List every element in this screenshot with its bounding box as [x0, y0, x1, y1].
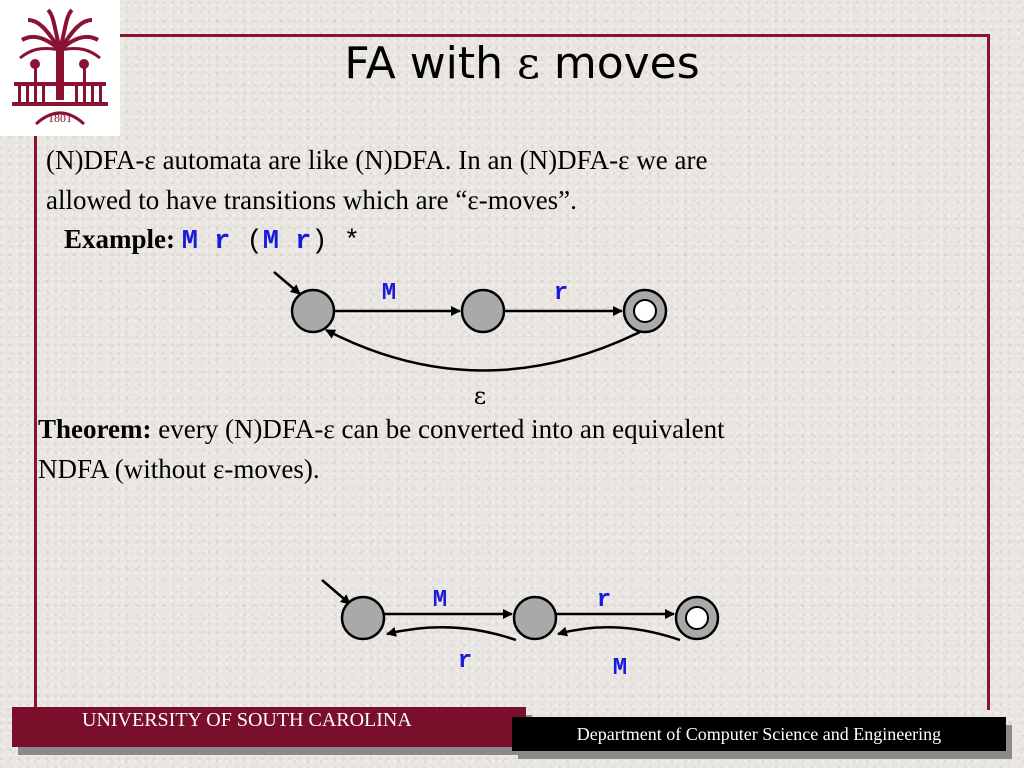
label-r: r	[553, 280, 569, 307]
state-start	[292, 290, 334, 332]
example-expr-2: M r	[262, 227, 312, 257]
label-epsilon: ε	[473, 382, 487, 410]
label-r-bottom: r	[457, 648, 473, 675]
title-suffix: moves	[539, 38, 700, 89]
example-paren-close: ) *	[311, 227, 360, 257]
example-expr-1: M r	[181, 227, 231, 257]
label-r-top: r	[596, 587, 612, 614]
title-epsilon: ε	[517, 38, 540, 89]
state-middle	[462, 290, 504, 332]
footer-left-bar: UNIVERSITY OF SOUTH CAROLINA	[12, 707, 526, 747]
state-middle-2	[514, 597, 556, 639]
start-arrow	[274, 272, 300, 294]
theorem-label: Theorem:	[38, 414, 152, 444]
footer-university	[12, 707, 526, 749]
state-accept-inner	[634, 300, 656, 322]
theorem-line-2: NDFA (without ε-moves).	[38, 454, 320, 484]
start-arrow-2	[322, 580, 350, 604]
intro-line-2: allowed to have transitions which are “ε-moves”.	[46, 185, 577, 215]
transition-r-back	[387, 627, 516, 640]
example-label: Example:	[64, 224, 175, 254]
state-accept-2-inner	[686, 607, 708, 629]
transition-epsilon	[326, 330, 640, 371]
state-start-2	[342, 597, 384, 639]
transition-M-back	[558, 627, 680, 640]
equivalent-nfa-diagram	[322, 580, 718, 682]
epsilon-nfa-diagram	[274, 272, 666, 410]
footer-department	[512, 717, 1006, 757]
theorem-text: every (N)DFA-ε can be converted into an equivalent	[151, 414, 725, 444]
logo-year: 1801	[48, 111, 72, 125]
label-M-bottom: M	[612, 655, 628, 682]
intro-line-1: (N)DFA-ε automata are like (N)DFA. In an (N)DFA-ε we are	[46, 145, 708, 175]
label-M-top: M	[432, 587, 448, 614]
footer-right-bar: Department of Computer Science and Engineering	[512, 717, 1006, 751]
label-M: M	[381, 280, 397, 307]
title-prefix: FA with	[344, 38, 518, 89]
example-paren-open: (	[230, 227, 263, 257]
